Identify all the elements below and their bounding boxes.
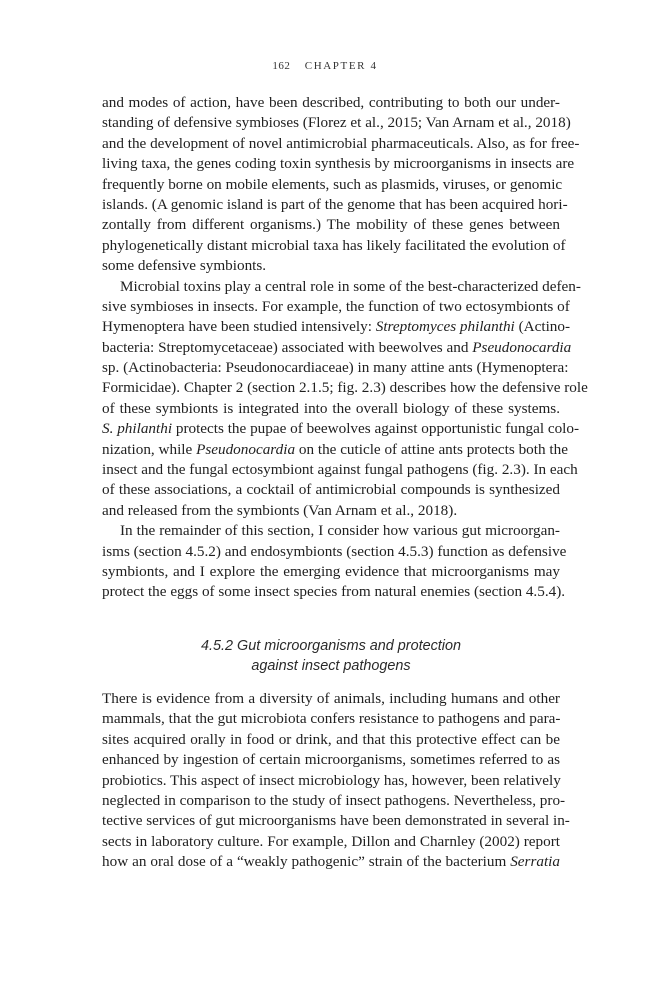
text-line: protect the eggs of some insect species from natural enemies (section 4.5.4). [102, 583, 566, 601]
text-run: nization, while [102, 440, 197, 458]
text-line [102, 419, 580, 439]
text-line: sp. (Actinobacteria: Pseudonocardiaceae) in many attine ants (Hymenoptera: [102, 359, 569, 377]
genus-name: Pseudonocardia [196, 440, 296, 458]
chapter-label: CHAPTER 4 [304, 60, 378, 72]
running-head [0, 60, 650, 72]
species-name: S. philanthi [102, 420, 173, 438]
text-line: mammals, that the gut microbiota confers resistance to pathogens and para- [102, 710, 561, 728]
text-line: neglected in comparison to the study of insect pathogens. Nevertheless, pro- [102, 791, 566, 809]
text-line [102, 338, 572, 358]
text-line: standing of defensive symbioses (Florez et al., 2015; Van Arnam et al., 2018) [102, 114, 571, 132]
text-line [102, 852, 560, 872]
text-run: protects the pupae of beewolves against opportunistic fungal colo- [172, 420, 580, 438]
text-line: There is evidence from a diversity of animals, including humans and other [102, 690, 560, 707]
text-line: Microbial toxins play a central role in some of the best-characterized defen- [120, 277, 581, 295]
text-line: and released from the symbionts (Van Arnam et al., 2018). [102, 501, 458, 519]
text-line: In the remainder of this section, I consider how various gut microorgan- [120, 522, 560, 540]
body-text-bottom [102, 689, 570, 873]
text-line: islands. (A genomic island is part of the genome that has been acquired hori- [102, 195, 568, 213]
text-line [102, 440, 568, 460]
body-text-top [102, 93, 588, 603]
text-line: phylogenetically distant microbial taxa has likely facilitated the evolution of [102, 236, 566, 254]
section-heading [102, 636, 560, 676]
text-line: isms (section 4.5.2) and endosymbionts (section 4.5.3) function as defensive [102, 542, 567, 560]
text-line: insect and the fungal ectosymbiont against fungal pathogens (fig. 2.3). In each [102, 461, 578, 479]
text-line: Formicidae). Chapter 2 (section 2.1.5; fig. 2.3) describes how the defensive role [102, 379, 588, 397]
text-line: frequently borne on mobile elements, such as plasmids, viruses, or genomic [102, 175, 563, 193]
text-line: of these symbionts is integrated into the overall biology of these systems. [102, 399, 560, 417]
genus-name: Serratia [510, 853, 560, 871]
text-line: probiotics. This aspect of insect microbiology has, however, been relatively [102, 771, 561, 789]
text-line [102, 317, 571, 337]
text-run: (Actino- [514, 318, 571, 336]
text-run: how an oral dose of a “weakly pathogenic” strain of the bacterium [102, 853, 511, 871]
text-line: and the development of novel antimicrobial pharmaceuticals. Also, as for free- [102, 134, 580, 152]
text-line: sites acquired orally in food or drink, and that this protective effect can be [102, 730, 560, 748]
text-line: sive symbioses in insects. For example, the function of two ectosymbionts of [102, 297, 570, 315]
text-run: bacteria: Streptomycetaceae) associated with beewolves and [102, 338, 473, 356]
text-line: of these associations, a cocktail of antimicrobial compounds is synthesized [102, 481, 560, 499]
text-line: and modes of action, have been described, contributing to both our under- [102, 94, 560, 111]
text-run: on the cuticle of attine ants protects both the [295, 440, 568, 458]
page-number: 162 [272, 60, 291, 72]
text-line: symbionts, and I explore the emerging evidence that microorganisms may [102, 562, 560, 580]
text-run: Hymenoptera have been studied intensively: [102, 318, 376, 336]
species-name: Streptomyces philanthi [375, 318, 515, 336]
section-heading-line: against insect pathogens [251, 658, 411, 674]
text-line: enhanced by ingestion of certain microorganisms, sometimes referred to as [102, 751, 560, 769]
genus-name: Pseudonocardia [472, 338, 572, 356]
text-line: living taxa, the genes coding toxin synthesis by microorganisms in insects are [102, 155, 575, 173]
text-line: some defensive symbionts. [102, 257, 267, 275]
text-line: zontally from different organisms.) The mobility of these genes between [102, 216, 560, 234]
section-heading-line: 4.5.2 Gut microorganisms and protection [201, 638, 461, 654]
text-line: tective services of gut microorganisms have been demonstrated in several in- [102, 812, 570, 830]
text-line: sects in laboratory culture. For example, Dillon and Charnley (2002) report [102, 832, 560, 850]
